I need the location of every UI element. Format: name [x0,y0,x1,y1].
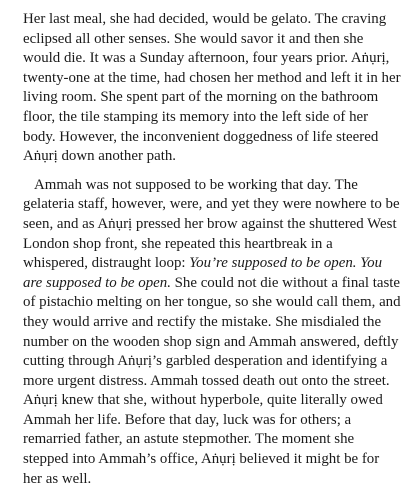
paragraph-1 [23,10,401,167]
paragraph-1-text: Her last meal, she had decided, would be gelato. The craving eclipsed all other senses. She would savor it and then she would die. It was a Sunday afternoon, four years prior. Aṅụrị, twenty-one at the time, had chosen her method and left it in her living room. She spent part of the morning on the bathroom floor, the tile stamping its memory into the left side of her body. However, the inconvenient doggedness of life steered Aṅụrị down another path. [23,11,401,165]
document-page [23,10,401,489]
paragraph-2-text-end: She could not die without a final taste of pistachio melting on her tongue, so she would call them, and they would arrive and rectify the mistake. She misdialed the number on the wooden shop sign and Ammah answered, deftly cutting through Aṅụrị’s garbled desperation and identifying a more urgent distress. Ammah tossed death out onto the street. Aṅụrị knew that she, without hyperbole, quite literally owed Ammah her life. Before that day, luck was for others; a remarried father, an astute stepmother. The moment she stepped into Ammah’s office, Aṅụrị believed it might be for her as well. [23,274,401,487]
paragraph-2-text-start: Ammah was not supposed to be working that day. The gelateria staff, however, were, and yet they were nowhere to be seen, and as Aṅụrị pressed her brow against the shuttered West London shop front, she repeated this heartbreak in a whispered, distraught loop: [23,176,400,272]
paragraph-2 [23,176,401,489]
paragraph-2-italic-phrase: You’re supposed to be open. You are supposed to be open. [23,255,383,291]
